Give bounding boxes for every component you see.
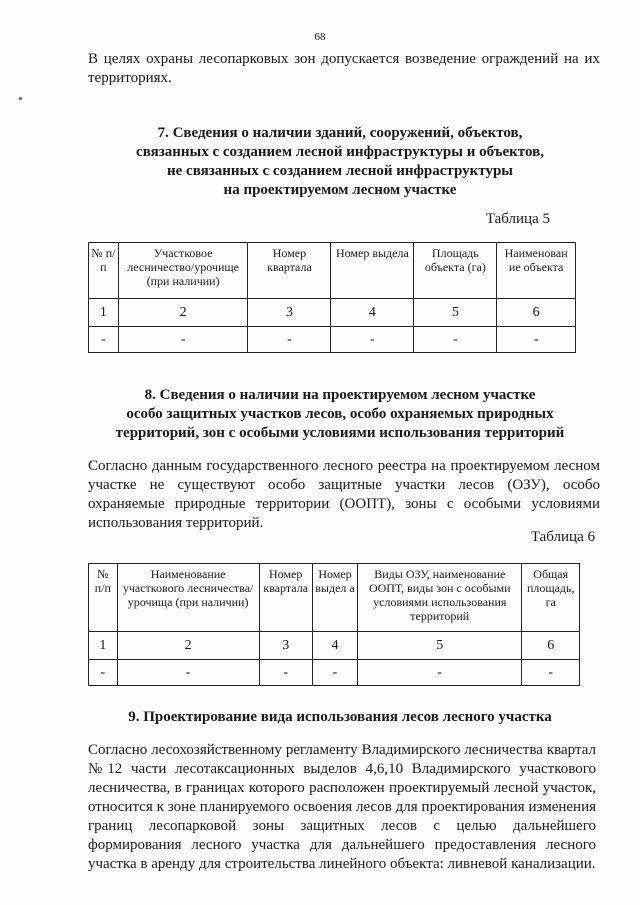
table-header-cell: № п/п [89, 243, 119, 299]
table-header-cell: Общая площадь, га [522, 564, 580, 632]
section-8-heading-line: территорий, зон с особыми условиями использования территорий [115, 425, 565, 441]
section-7-heading-line: не связанных с созданием лесной инфраструктуры [167, 163, 513, 179]
table-row [89, 660, 580, 686]
table-cell: 4 [331, 299, 414, 327]
table-header-cell: Виды ОЗУ, наименование ООПТ, виды зон с особыми условиями использования территорий [358, 564, 522, 632]
scan-mark [19, 97, 22, 100]
table-5 [88, 242, 576, 353]
section-7-heading [60, 124, 620, 200]
table-cell: - [259, 660, 312, 686]
table-cell: 5 [358, 632, 522, 660]
section-9-heading: 9. Проектирование вида использования лесов лесного участка [128, 709, 552, 725]
table-header-cell: Номер выдел а [312, 564, 357, 632]
section-9-paragraph: Согласно лесохозяйственному регламенту Владимирского лесничества квартал №12 части лесотаксационных выделов 4,6,10 Владимирского участкового лесничества, в границах которого расположен проектируемый лесной участок, относится к зоне планируемого освоения лесов для проектирования изменения границ лесопарковой зоны защитных лесов с целью дальнейшего формирования лесного участка для дальнейшего предоставления лесного участка в аренду для строительства линейного объекта: ливневой канализации. [88, 742, 596, 872]
intro-paragraph: В целях охраны лесопарковых зон допускается возведение ограждений на их территориях. [88, 51, 600, 86]
table-cell: 2 [118, 299, 248, 327]
table-cell: - [497, 327, 576, 353]
section-7-heading-line: на проектируемом лесном участке [223, 182, 457, 198]
section-8-heading [60, 386, 620, 443]
table-cell: 5 [414, 299, 497, 327]
table-cell: 6 [497, 299, 576, 327]
table-cell: 3 [259, 632, 312, 660]
table-header-cell: Наименован ие объекта [497, 243, 576, 299]
table-cell: 6 [522, 632, 580, 660]
table-cell: - [117, 660, 259, 686]
table-cell: - [118, 327, 248, 353]
page-number: 68 [314, 31, 326, 43]
table-row [89, 327, 576, 353]
table-cell: - [89, 327, 119, 353]
table-header-row [89, 564, 580, 632]
table-header-cell: Номер выдела [331, 243, 414, 299]
section-8-heading-line: 8. Сведения о наличии на проектируемом лесном участке [144, 387, 536, 403]
table-5-caption: Таблица 5 [485, 211, 550, 227]
table-header-cell: Участковое лесничество/урочище (при наличии) [118, 243, 248, 299]
table-number-row [89, 632, 580, 660]
table-cell: - [331, 327, 414, 353]
section-8-paragraph: Согласно данным государственного лесного реестра на проектируемом лесном участке не существуют особо защитные участки лесов (ОЗУ), особо охраняемые природные территории (ООПТ), зоны с особыми условиями использования территорий. [88, 458, 600, 531]
table-6 [88, 563, 580, 686]
table-cell: 3 [248, 299, 331, 327]
table-6-caption: Таблица 6 [530, 529, 595, 545]
table-header-cell: Наименование участкового лесничества/урочища (при наличии) [117, 564, 259, 632]
table-cell: - [248, 327, 331, 353]
table-header-row [89, 243, 576, 299]
table-cell: - [358, 660, 522, 686]
section-7-heading-line: связанных с созданием лесной инфраструктуры и объектов, [136, 144, 544, 160]
table-cell: - [414, 327, 497, 353]
table-cell: - [522, 660, 580, 686]
table-cell: 4 [312, 632, 357, 660]
table-cell: 1 [89, 299, 119, 327]
table-header-cell: Площадь объекта (га) [414, 243, 497, 299]
table-cell: - [89, 660, 118, 686]
table-header-cell: Номер квартала [248, 243, 331, 299]
table-cell: 1 [89, 632, 118, 660]
table-number-row [89, 299, 576, 327]
table-cell: 2 [117, 632, 259, 660]
table-header-cell: Номер квартала [259, 564, 312, 632]
section-8-heading-line: особо защитных участков лесов, особо охраняемых природных [126, 406, 554, 422]
table-header-cell: № п/п [89, 564, 118, 632]
section-7-heading-line: 7. Сведения о наличии зданий, сооружений, объектов, [157, 125, 523, 141]
table-cell: - [312, 660, 357, 686]
